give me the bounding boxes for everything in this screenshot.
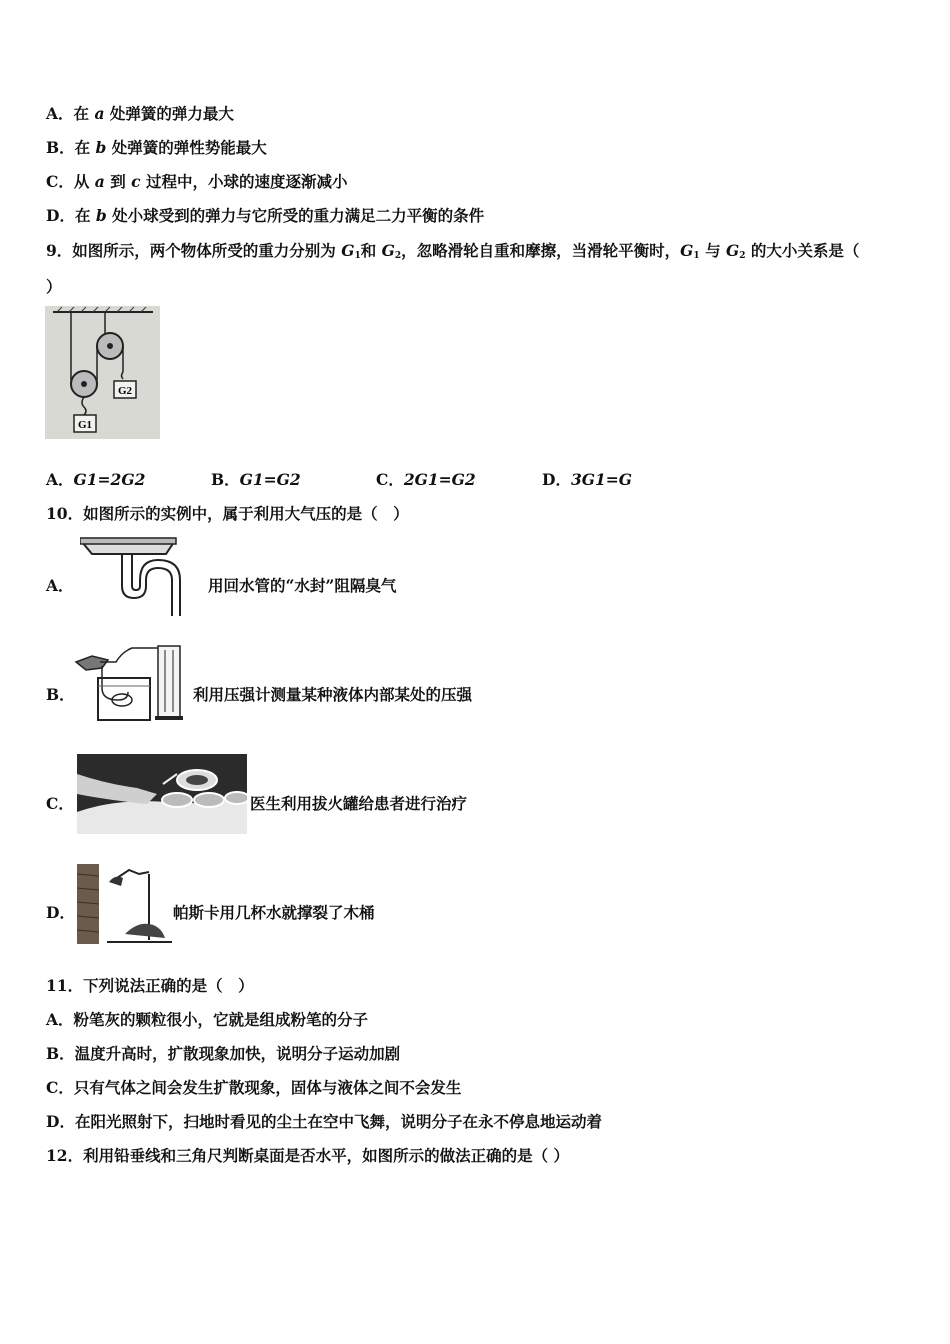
q10-option-b-caption: 利用压强计测量某种液体内部某处的压强 (193, 685, 473, 704)
figure-background (45, 306, 160, 439)
q10-option-d-caption: 帕斯卡用几杯水就撑裂了木桶 (173, 903, 375, 922)
pascal-barrel-figure (77, 864, 172, 946)
q10-option-a-caption: 用回水管的“水封”阻隔臭气 (208, 576, 397, 595)
q11-stem: 11．下列说法正确的是（ ） (46, 976, 254, 995)
pulley-figure (45, 306, 160, 439)
q8-option-c: C．从 a 到 c 过程中，小球的速度逐渐减小 (46, 172, 348, 191)
q9-option-b: B．G1=G2 (211, 470, 301, 489)
q8-option-d: D．在 b 处小球受到的弹力与它所受的重力满足二力平衡的条件 (46, 206, 485, 225)
manometer-figure (72, 642, 192, 722)
q8-option-a: A．在 a 处弹簧的弹力最大 (46, 104, 234, 123)
q9-option-a: A．G1=2G2 (46, 470, 146, 489)
q9-option-d: D．3G1=G (542, 470, 632, 489)
q10-option-d-letter: D． (46, 903, 75, 922)
q11-option-c: C．只有气体之间会发生扩散现象，固体与液体之间不会发生 (46, 1078, 462, 1097)
q9-stem-close: ） (46, 277, 62, 296)
q8-option-b: B．在 b 处弹簧的弹性势能最大 (46, 138, 267, 157)
q11-option-b: B．温度升高时，扩散现象加快，说明分子运动加剧 (46, 1044, 401, 1063)
drain-trap-figure (80, 536, 195, 618)
q10-option-a-letter: A． (46, 576, 74, 595)
q12-stem: 12．利用铅垂线和三角尺判断桌面是否水平，如图所示的做法正确的是（ ） (46, 1146, 569, 1165)
cupping-figure (77, 754, 247, 834)
q10-stem: 10．如图所示的实例中，属于利用大气压的是（ ） (46, 504, 409, 523)
q9-stem: 9．如图所示，两个物体所受的重力分别为 $G_1$和 $G_2$，忽略滑轮自重和摩擦，当滑轮平衡时，$G_1$ 与 $G_2$ 的大小关系是（ (46, 241, 860, 261)
q10-option-c-letter: C． (46, 794, 74, 813)
svg-text:G2: G2 (117, 385, 133, 397)
q9-option-c: C．2G1=G2 (376, 470, 476, 489)
q10-option-c-caption: 医生利用拔火罐给患者进行治疗 (250, 794, 468, 813)
q11-option-a: A．粉笔灰的颗粒很小，它就是组成粉笔的分子 (46, 1010, 369, 1029)
q11-option-d: D．在阳光照射下，扫地时看见的尘土在空中飞舞，说明分子在永不停息地运动着 (46, 1112, 602, 1131)
svg-text:G1: G1 (77, 419, 93, 431)
q10-option-b-letter: B． (46, 685, 75, 704)
